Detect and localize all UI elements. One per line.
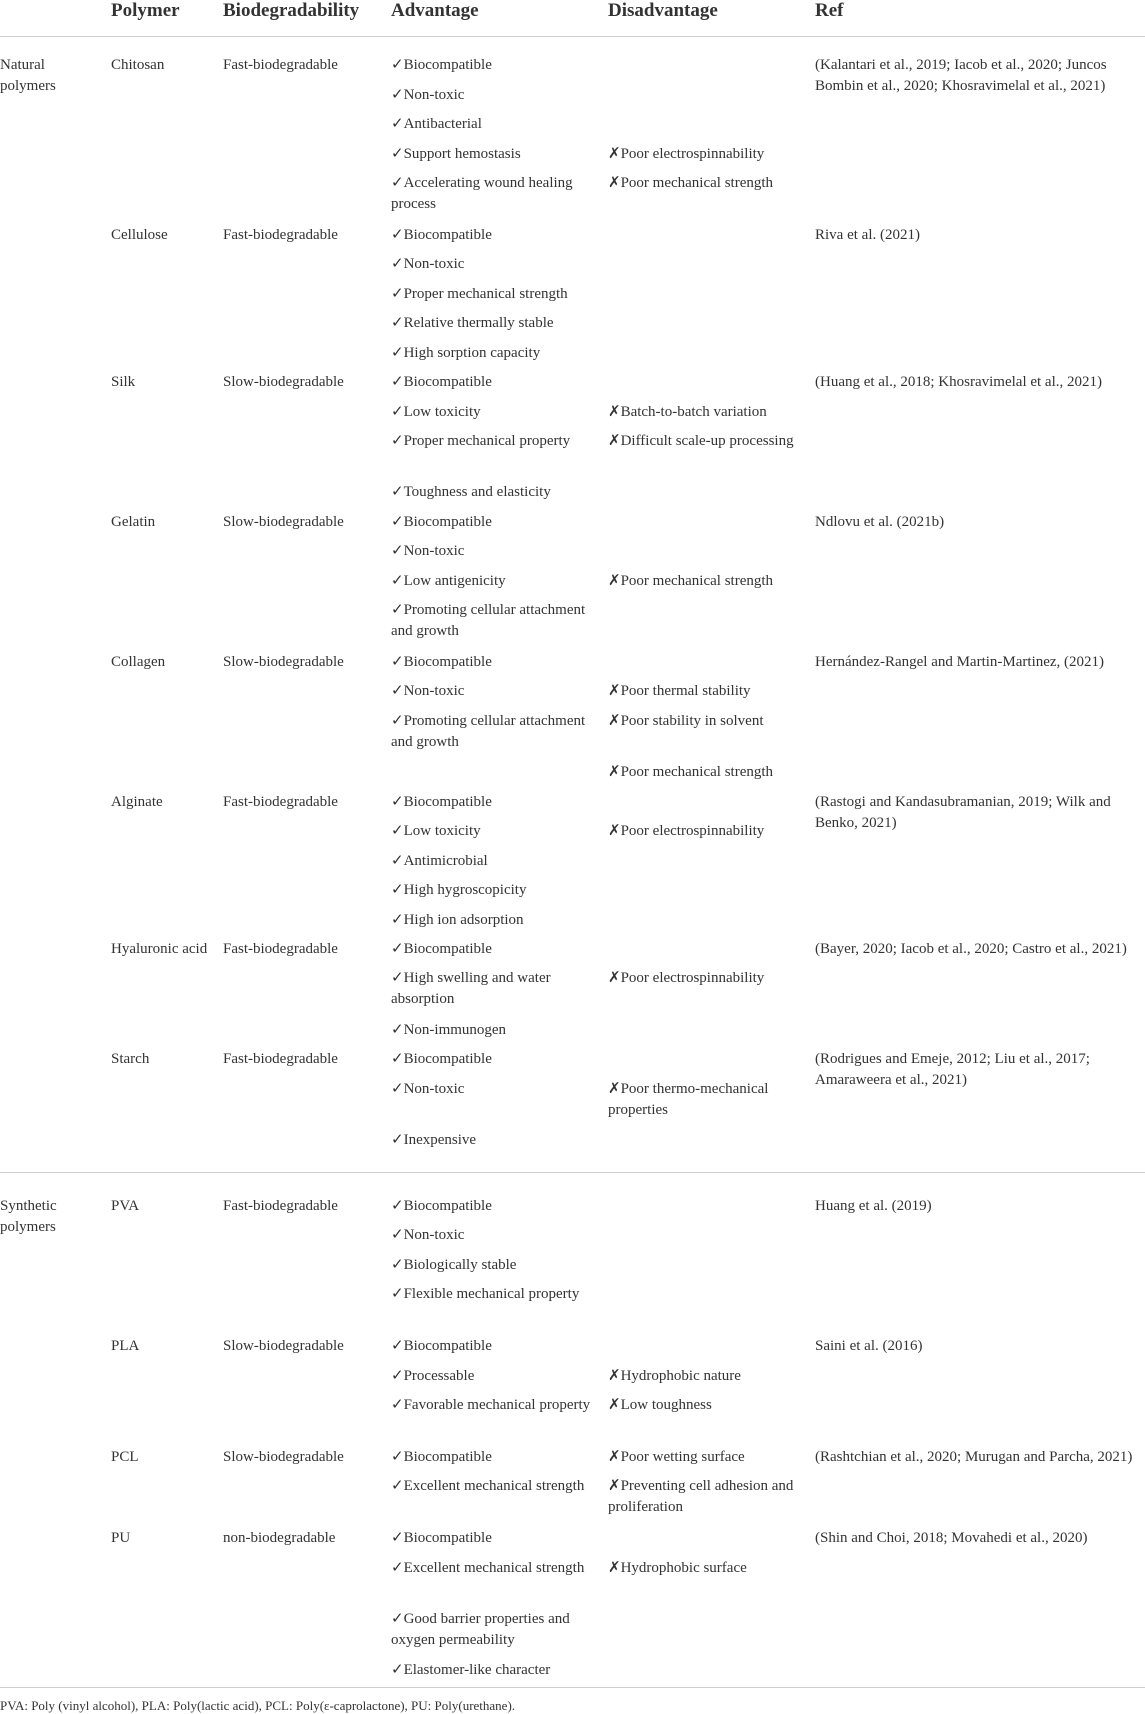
- row-biodegradability: Slow-biodegradable: [223, 374, 344, 390]
- table-header: [0, 0, 1145, 37]
- row-advantage: ✓Biologically stable: [391, 1257, 517, 1273]
- row-polymer: Collagen: [111, 654, 166, 670]
- table-footnote: PVA: Poly (vinyl alcohol), PLA: Poly(lactic acid), PCL: Poly(ε-caprolactone), PU: Poly(urethane).: [0, 1698, 516, 1713]
- row-advantage: ✓Biocompatible: [391, 227, 492, 243]
- row-disadvantage: ✗Low toughness: [608, 1397, 712, 1413]
- row-advantage: ✓High swelling and water absorption: [391, 970, 551, 1007]
- row-ref: Hernández-Rangel and Martin-Martinez, (2021): [815, 654, 1105, 670]
- row-polymer: PCL: [111, 1449, 139, 1465]
- row-advantage: ✓Proper mechanical property: [391, 433, 571, 449]
- row-polymer: Cellulose: [111, 227, 168, 243]
- row-advantage: ✓Low toxicity: [391, 823, 481, 839]
- row-disadvantage: ✗Batch-to-batch variation: [608, 404, 767, 420]
- row-advantage: ✓Biocompatible: [391, 941, 492, 957]
- row-advantage: ✓Biocompatible: [391, 1449, 492, 1465]
- row-advantage: ✓Biocompatible: [391, 654, 492, 670]
- row-advantage: ✓Antimicrobial: [391, 853, 488, 869]
- row-ref: (Huang et al., 2018; Khosravimelal et al., 2021): [815, 374, 1103, 390]
- row-advantage: ✓Relative thermally stable: [391, 315, 554, 331]
- row-biodegradability: Fast-biodegradable: [223, 1051, 338, 1067]
- row-advantage: ✓Favorable mechanical property: [391, 1397, 591, 1413]
- header-disadvantage: Disadvantage: [608, 0, 718, 21]
- row-biodegradability: Fast-biodegradable: [223, 941, 338, 957]
- row-polymer: Silk: [111, 374, 136, 390]
- row-advantage: ✓Biocompatible: [391, 374, 492, 390]
- row-disadvantage: ✗Poor thermal stability: [608, 683, 751, 699]
- row-advantage: ✓Flexible mechanical property: [391, 1286, 580, 1302]
- row-disadvantage: ✗Poor electrospinnability: [608, 970, 765, 986]
- row-advantage: ✓Excellent mechanical strength: [391, 1478, 585, 1494]
- row-advantage: ✓Biocompatible: [391, 1198, 492, 1214]
- row-advantage: ✓Toughness and elasticity: [391, 484, 551, 500]
- row-polymer: Gelatin: [111, 514, 156, 530]
- row-advantage: ✓High sorption capacity: [391, 345, 541, 361]
- row-disadvantage: ✗Poor thermo-mechanical properties: [608, 1081, 769, 1118]
- row-ref: (Kalantari et al., 2019; Iacob et al., 2020; Juncos Bombin et al., 2020; Khosravimelal et al., 2021): [815, 57, 1107, 94]
- row-polymer: PU: [111, 1530, 131, 1546]
- row-disadvantage: ✗Poor mechanical strength: [608, 764, 774, 780]
- row-advantage: ✓Non-toxic: [391, 1227, 465, 1243]
- row-polymer: PVA: [111, 1198, 140, 1214]
- row-biodegradability: Fast-biodegradable: [223, 794, 338, 810]
- row-advantage: ✓Non-toxic: [391, 256, 465, 272]
- row-advantage: ✓Promoting cellular attachment and growth: [391, 713, 586, 750]
- row-biodegradability: non-biodegradable: [223, 1530, 336, 1546]
- row-advantage: ✓Non-immunogen: [391, 1022, 507, 1038]
- table-bottom-rule: [0, 1687, 1145, 1688]
- row-disadvantage: ✗Hydrophobic nature: [608, 1368, 741, 1384]
- row-disadvantage: ✗Poor mechanical strength: [608, 573, 774, 589]
- row-disadvantage: ✗Hydrophobic surface: [608, 1560, 747, 1576]
- row-biodegradability: Fast-biodegradable: [223, 57, 338, 73]
- row-advantage: ✓Antibacterial: [391, 116, 482, 132]
- row-advantage: ✓High ion adsorption: [391, 912, 524, 928]
- row-advantage: ✓Low antigenicity: [391, 573, 506, 589]
- row-advantage: ✓Proper mechanical strength: [391, 286, 568, 302]
- row-biodegradability: Slow-biodegradable: [223, 514, 344, 530]
- row-polymer: Hyaluronic acid: [111, 941, 208, 957]
- row-polymer: PLA: [111, 1338, 140, 1354]
- row-advantage: ✓Non-toxic: [391, 543, 465, 559]
- row-group: Natural polymers: [0, 57, 56, 94]
- header-ref: Ref: [815, 0, 844, 21]
- row-biodegradability: Slow-biodegradable: [223, 1338, 344, 1354]
- row-polymer: Chitosan: [111, 57, 165, 73]
- row-ref: Saini et al. (2016): [815, 1338, 923, 1354]
- header-advantage: Advantage: [391, 0, 479, 21]
- row-advantage: ✓Inexpensive: [391, 1132, 477, 1148]
- row-ref: (Bayer, 2020; Iacob et al., 2020; Castro et al., 2021): [815, 941, 1127, 957]
- row-group: Synthetic polymers: [0, 1198, 57, 1235]
- row-disadvantage: ✗Preventing cell adhesion and proliferation: [608, 1478, 794, 1515]
- row-disadvantage: ✗Poor electrospinnability: [608, 146, 765, 162]
- row-disadvantage: ✗Difficult scale-up processing: [608, 433, 794, 449]
- row-disadvantage: ✗Poor stability in solvent: [608, 713, 764, 729]
- row-advantage: ✓Non-toxic: [391, 87, 465, 103]
- row-ref: (Rastogi and Kandasubramanian, 2019; Wilk and Benko, 2021): [815, 794, 1111, 831]
- row-advantage: ✓Non-toxic: [391, 1081, 465, 1097]
- row-advantage: ✓Low toxicity: [391, 404, 481, 420]
- row-advantage: ✓Non-toxic: [391, 683, 465, 699]
- row-advantage: ✓Processable: [391, 1368, 475, 1384]
- row-disadvantage: ✗Poor mechanical strength: [608, 175, 774, 191]
- row-advantage: ✓Biocompatible: [391, 1051, 492, 1067]
- row-advantage: ✓Good barrier properties and oxygen permeability: [391, 1611, 570, 1648]
- row-ref: Huang et al. (2019): [815, 1198, 932, 1214]
- row-advantage: ✓Biocompatible: [391, 794, 492, 810]
- row-ref: (Rashtchian et al., 2020; Murugan and Parcha, 2021): [815, 1449, 1133, 1465]
- row-ref: (Shin and Choi, 2018; Movahedi et al., 2020): [815, 1530, 1088, 1546]
- row-advantage: ✓Biocompatible: [391, 57, 492, 73]
- row-biodegradability: Fast-biodegradable: [223, 227, 338, 243]
- row-advantage: ✓Elastomer-like character: [391, 1662, 551, 1678]
- row-advantage: ✓Accelerating wound healing process: [391, 175, 573, 212]
- row-advantage: ✓Biocompatible: [391, 514, 492, 530]
- row-advantage: ✓Support hemostasis: [391, 146, 521, 162]
- row-disadvantage: ✗Poor electrospinnability: [608, 823, 765, 839]
- row-advantage: ✓Excellent mechanical strength: [391, 1560, 585, 1576]
- header-polymer: Polymer: [111, 0, 180, 21]
- row-ref: Riva et al. (2021): [815, 227, 920, 243]
- row-disadvantage: ✗Poor wetting surface: [608, 1449, 745, 1465]
- row-polymer: Starch: [111, 1051, 150, 1067]
- row-biodegradability: Fast-biodegradable: [223, 1198, 338, 1214]
- row-ref: (Rodrigues and Emeje, 2012; Liu et al., 2017; Amaraweera et al., 2021): [815, 1051, 1090, 1088]
- row-advantage: ✓High hygroscopicity: [391, 882, 527, 898]
- header-biodegradability: Biodegradability: [223, 0, 360, 21]
- row-biodegradability: Slow-biodegradable: [223, 654, 344, 670]
- row-polymer: Alginate: [111, 794, 163, 810]
- row-biodegradability: Slow-biodegradable: [223, 1449, 344, 1465]
- row-advantage: ✓Biocompatible: [391, 1338, 492, 1354]
- group-separator: [0, 1172, 1145, 1173]
- row-advantage: ✓Promoting cellular attachment and growth: [391, 602, 586, 639]
- row-ref: Ndlovu et al. (2021b): [815, 514, 945, 530]
- row-advantage: ✓Biocompatible: [391, 1530, 492, 1546]
